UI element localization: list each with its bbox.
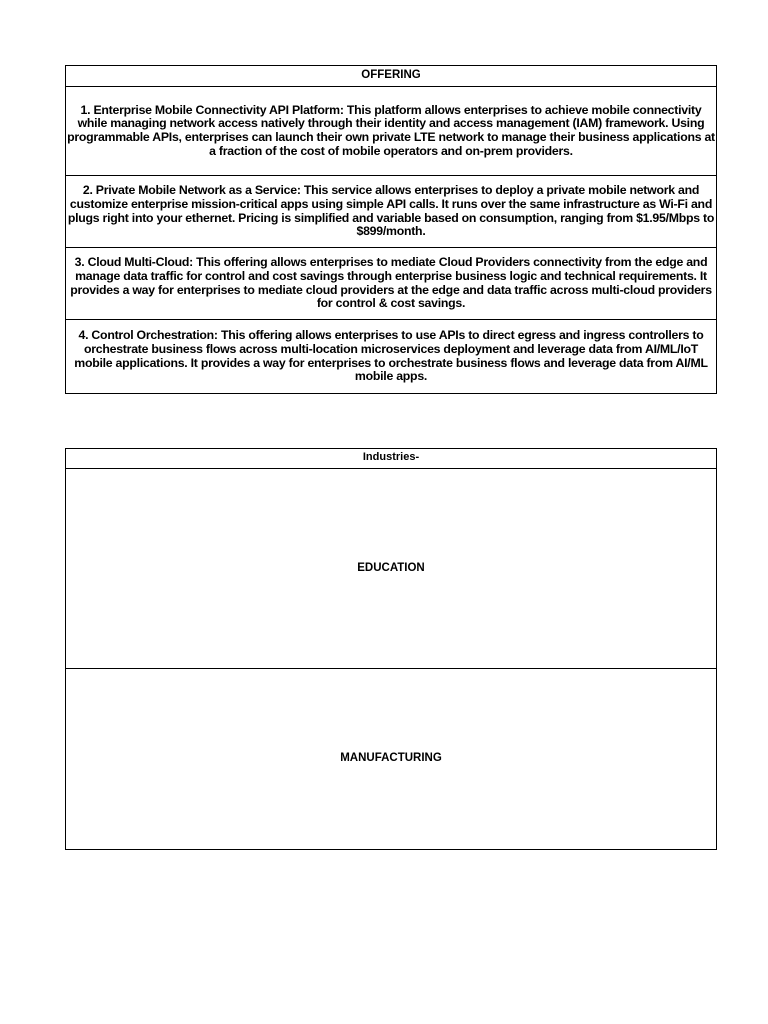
industries-header: Industries- bbox=[362, 451, 420, 463]
offering-item-enterprise-mobile-connectivity bbox=[66, 86, 716, 175]
offering-item-text: 1. Enterprise Mobile Connectivity API Platform: This platform allows enterprises to achieve mobile connectivity while managing network access natively through their identity and access management (IAM) framework. Using programmable APIs, enterprises can launch their own private LTE network to manage their business applications at a fraction of the cost of mobile operators and on-prem providers. bbox=[67, 102, 715, 158]
offering-item-text: 4. Control Orchestration: This offering allows enterprises to use APIs to direct egress and ingress controllers to orchestrate business flows across multi-location microservices deployment and leverage data from AI/ML/IoT mobile applications. It provides a way for enterprises to orchestrate business flows and leverage data from AI/ML mobile apps. bbox=[74, 328, 708, 384]
industry-label: MANUFACTURING bbox=[340, 752, 442, 765]
industry-label: EDUCATION bbox=[357, 561, 425, 574]
industry-manufacturing bbox=[66, 668, 716, 849]
offering-item-private-mobile-network bbox=[66, 175, 716, 247]
industry-education bbox=[66, 468, 716, 668]
offering-header bbox=[66, 66, 716, 86]
industries-table bbox=[65, 448, 717, 850]
offering-item-cloud-multi-cloud bbox=[66, 247, 716, 319]
offering-item-control-orchestration bbox=[66, 319, 716, 393]
offering-table bbox=[65, 65, 717, 394]
offering-header-text: OFFERING bbox=[361, 69, 421, 81]
offering-item-text: 2. Private Mobile Network as a Service: This service allows enterprises to deploy a private mobile network and customize enterprise mission-critical apps using simple API calls. It runs over the same infrastructure as Wi-Fi and plugs right into your ethernet. Pricing is simplified and variable based on consumption, ranging from $1.95/Mbps to $899/month. bbox=[67, 183, 715, 239]
offering-item-text: 3. Cloud Multi-Cloud: This offering allows enterprises to mediate Cloud Providers connectivity from the edge and manage data traffic for control and cost savings through enterprise business logic and technical requirements. It provides a way for enterprises to mediate cloud providers at the edge and data traffic across multi-cloud providers for control & cost savings. bbox=[70, 255, 712, 311]
